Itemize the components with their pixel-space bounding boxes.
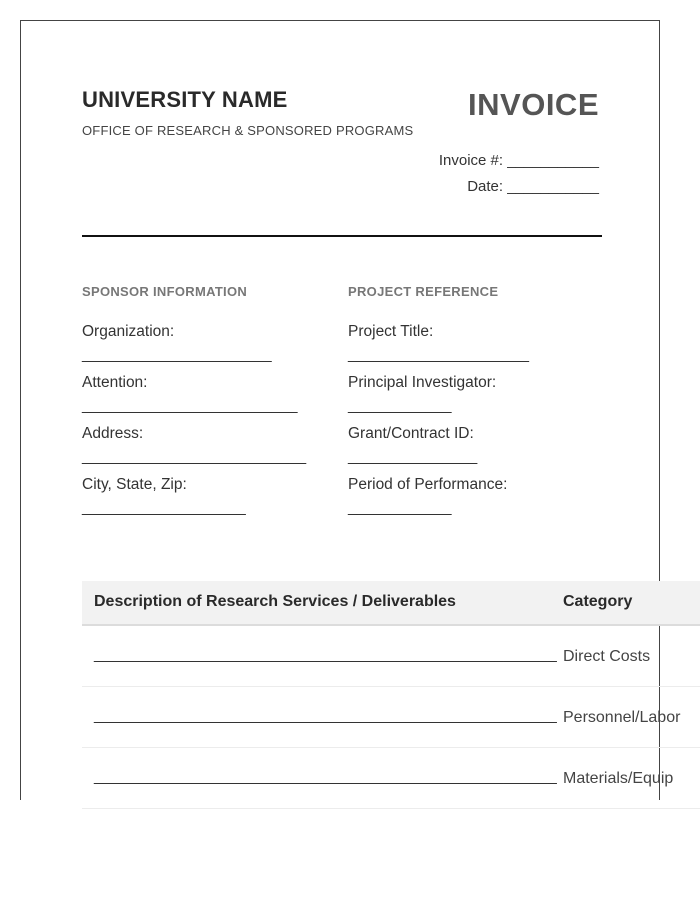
table-row bbox=[82, 626, 700, 687]
project-title-field bbox=[348, 312, 598, 363]
sponsor-attention-field bbox=[82, 363, 332, 414]
address-input-line[interactable]: __________________________ bbox=[82, 448, 307, 465]
project-reference-section bbox=[348, 284, 598, 516]
field-label: Address: bbox=[82, 425, 144, 442]
category-cell: Personnel/Labor bbox=[563, 709, 681, 726]
description-column-header: Description of Research Services / Deliverables bbox=[94, 593, 456, 610]
attention-input-line[interactable]: _________________________ bbox=[82, 397, 298, 414]
invoice-page bbox=[20, 20, 681, 800]
city-state-zip-input-line[interactable]: ___________________ bbox=[82, 499, 246, 516]
description-input-line[interactable]: ____________________________________________________ bbox=[94, 768, 557, 785]
grant-contract-id-input-line[interactable]: _______________ bbox=[348, 448, 478, 465]
field-label: Attention: bbox=[82, 374, 148, 391]
invoice-title: INVOICE bbox=[468, 87, 599, 122]
invoice-number-field[interactable]: Invoice #: ___________ bbox=[438, 152, 599, 169]
sponsor-section-heading: SPONSOR INFORMATION bbox=[82, 284, 248, 299]
table-header-row bbox=[82, 581, 700, 626]
sponsor-information-section bbox=[82, 284, 332, 516]
principal-investigator-input-line[interactable]: ____________ bbox=[348, 397, 452, 414]
sponsor-address-field bbox=[82, 414, 332, 465]
category-column-header: Category bbox=[563, 593, 633, 610]
field-label: Period of Performance: bbox=[348, 476, 508, 493]
description-input-line[interactable]: ____________________________________________________ bbox=[94, 646, 557, 663]
services-table bbox=[82, 581, 700, 809]
sponsor-organization-field bbox=[82, 312, 332, 363]
organization-input-line[interactable]: ______________________ bbox=[82, 346, 272, 363]
field-label: City, State, Zip: bbox=[82, 476, 187, 493]
header-divider bbox=[82, 235, 602, 237]
category-cell: Direct Costs bbox=[563, 648, 651, 665]
project-title-input-line[interactable]: _____________________ bbox=[348, 346, 530, 363]
university-name: UNIVERSITY NAME bbox=[82, 87, 288, 112]
field-label: Principal Investigator: bbox=[348, 374, 497, 391]
table-row bbox=[82, 748, 700, 809]
office-name: OFFICE OF RESEARCH & SPONSORED PROGRAMS bbox=[82, 123, 414, 138]
field-label: Organization: bbox=[82, 323, 175, 340]
category-cell: Materials/Equip bbox=[563, 770, 674, 787]
field-label: Grant/Contract ID: bbox=[348, 425, 474, 442]
description-input-line[interactable]: ____________________________________________________ bbox=[94, 707, 557, 724]
project-section-heading: PROJECT REFERENCE bbox=[348, 284, 499, 299]
invoice-date-field[interactable]: Date: ___________ bbox=[467, 178, 599, 195]
period-of-performance-input-line[interactable]: ____________ bbox=[348, 499, 452, 516]
period-of-performance-field bbox=[348, 465, 598, 516]
sponsor-city-state-zip-field bbox=[82, 465, 332, 516]
grant-contract-id-field bbox=[348, 414, 598, 465]
field-label: Project Title: bbox=[348, 323, 434, 340]
table-row bbox=[82, 687, 700, 748]
principal-investigator-field bbox=[348, 363, 598, 414]
